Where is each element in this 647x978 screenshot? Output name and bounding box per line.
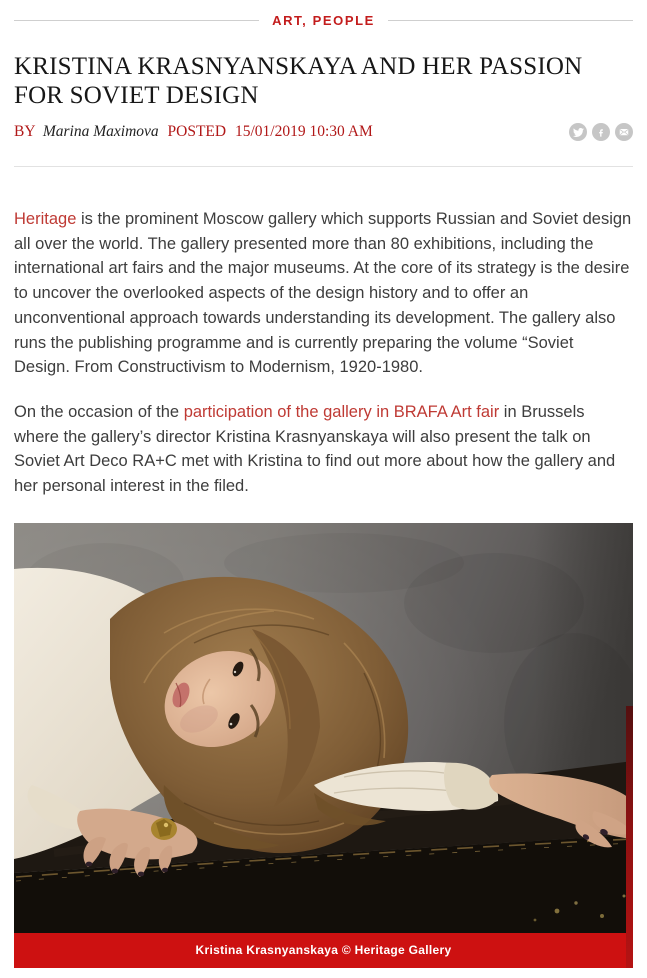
paragraph-2 (14, 400, 633, 499)
article-title: KRISTINA KRASNYANSKAYA AND HER PASSION FOR SOVIET DESIGN (14, 53, 583, 109)
heritage-link[interactable]: Heritage (14, 210, 77, 228)
share-twitter-button[interactable] (569, 123, 587, 141)
share-facebook-button[interactable] (592, 123, 610, 141)
paragraph-2-text-before: On the occasion of the (14, 402, 184, 421)
share-email-button[interactable] (615, 123, 633, 141)
paragraph-1-text: is the prominent Moscow gallery which supports Russian and Soviet design all over the world. The gallery presented more than 80 exhibitions, including the international art fairs and the major museums. At the core of its strategy is the desire to uncover the overlooked aspects of the design history and to offer an unconventional approach towards understanding its development. The gallery also runs the publishing programme and is currently preparing the volume “Soviet Design. From Constructivism to Modernism, 1920-1980. (14, 210, 632, 377)
paragraph-2-text-after: in Brussels where the gallery’s director Kristina Krasnyanskaya will also present the talk on Soviet Art Deco RA+C met with Kristina to find out more about how the gallery and her personal interest in the filed. (14, 402, 616, 496)
post-date: 15/01/2019 10:30 AM (234, 123, 373, 140)
category-rule-right (388, 20, 633, 21)
byline-row (14, 122, 633, 142)
paragraph-1 (14, 207, 633, 380)
article-body (14, 207, 633, 968)
category-row (14, 12, 633, 28)
article-photo (14, 523, 633, 933)
article-figure (14, 523, 633, 968)
byline (14, 123, 373, 141)
article-page (0, 12, 647, 968)
email-icon (618, 126, 630, 138)
author-link[interactable]: Marina Maximova (42, 123, 159, 140)
posted-label: POSTED (167, 123, 227, 140)
category-link[interactable]: ART, PEOPLE (272, 12, 375, 28)
twitter-icon (573, 127, 584, 138)
facebook-icon (596, 127, 607, 138)
header-divider (14, 166, 633, 167)
category-rule-left (14, 20, 259, 21)
article-header (14, 12, 633, 167)
by-label: BY (14, 123, 35, 140)
brafa-link[interactable]: participation of the gallery in BRAFA Art fair (183, 402, 500, 421)
portrait-photo-illustration (14, 523, 633, 933)
right-edge-accent-stripe (626, 706, 633, 968)
share-buttons (569, 123, 633, 141)
photo-caption: Kristina Krasnyanskaya © Heritage Gallery (14, 933, 633, 968)
